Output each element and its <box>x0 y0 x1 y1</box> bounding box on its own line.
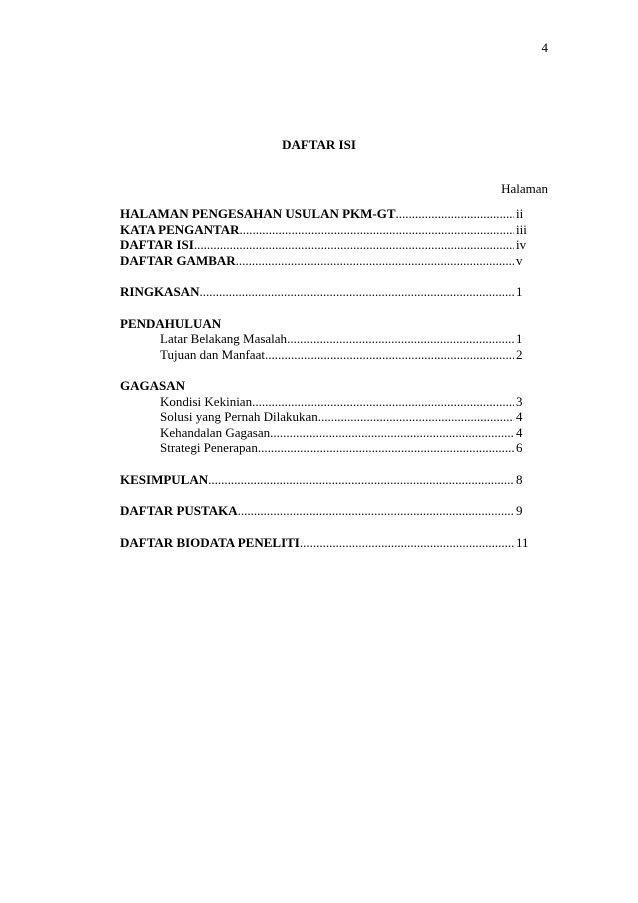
toc-entry-page: v <box>516 252 523 268</box>
daftar-pustaka-group <box>120 503 530 519</box>
toc-entry-label: Kehandalan Gagasan <box>160 424 271 440</box>
pendahuluan-group <box>120 316 530 363</box>
toc-entry-label: HALAMAN PENGESAHAN USULAN PKM-GT <box>120 206 396 221</box>
toc-entry[interactable] <box>120 331 530 347</box>
toc-entry-label: Strategi Penerapan <box>160 440 258 455</box>
daftar-biodata-group <box>120 535 530 551</box>
toc-entry-page: ii <box>516 206 524 221</box>
toc-entry-label: RINGKASAN <box>120 284 200 299</box>
dot-leader <box>258 440 514 456</box>
dot-leader <box>300 535 514 551</box>
dot-leader <box>238 503 514 519</box>
toc-entry[interactable] <box>120 409 530 425</box>
toc-entry-page: 4 <box>516 424 523 440</box>
toc-entry-label: KATA PENGANTAR <box>120 221 240 237</box>
section-heading: PENDAHULUAN <box>120 315 222 331</box>
ringkasan-group <box>120 284 530 300</box>
toc-entry-page: 11 <box>516 534 529 550</box>
dot-leader <box>318 409 514 425</box>
page-title: DAFTAR ISI <box>282 137 356 152</box>
toc-entry-label: Latar Belakang Masalah <box>160 331 288 346</box>
dot-leader <box>236 253 514 269</box>
toc-entry[interactable] <box>120 535 530 551</box>
toc-entry[interactable] <box>120 284 530 300</box>
toc-entry-page: 4 <box>516 409 523 424</box>
section-heading: GAGASAN <box>120 378 186 393</box>
toc-entry-page: 1 <box>516 284 523 299</box>
toc-entry-page: 2 <box>516 346 523 362</box>
toc-entry-page: 8 <box>516 471 523 487</box>
dot-leader <box>270 425 514 441</box>
toc-entry[interactable] <box>120 472 530 488</box>
toc-entry[interactable] <box>120 440 530 456</box>
toc-entry-page: 3 <box>516 393 523 409</box>
toc-entry[interactable] <box>120 222 530 238</box>
toc-entry-label: DAFTAR GAMBAR <box>120 252 236 268</box>
gagasan-group <box>120 378 530 456</box>
dot-leader <box>252 394 514 410</box>
toc-entry-page: 6 <box>516 440 523 455</box>
toc-entry-label: KESIMPULAN <box>120 471 209 487</box>
table-of-contents <box>120 206 530 566</box>
toc-entry[interactable] <box>120 425 530 441</box>
toc-entry-page: iv <box>516 237 527 252</box>
toc-entry[interactable] <box>120 237 530 253</box>
toc-entry[interactable] <box>120 347 530 363</box>
dot-leader <box>396 206 514 222</box>
toc-entry-label: DAFTAR PUSTAKA <box>120 503 238 518</box>
page-number: 4 <box>541 40 548 55</box>
toc-entry-label: Solusi yang Pernah Dilakukan <box>160 409 318 424</box>
dot-leader <box>194 237 514 253</box>
toc-entry[interactable] <box>120 503 530 519</box>
toc-entry-page: iii <box>516 221 527 237</box>
page-column-label: Halaman <box>501 181 548 196</box>
toc-entry[interactable] <box>120 206 530 222</box>
toc-entry-page: 9 <box>516 503 523 518</box>
toc-entry-label: Tujuan dan Manfaat <box>160 346 265 362</box>
dot-leader <box>240 222 514 238</box>
toc-entry-label: DAFTAR BIODATA PENELITI <box>120 534 300 550</box>
toc-entry-label: DAFTAR ISI <box>120 237 194 252</box>
toc-entry-label: Kondisi Kekinian <box>160 393 253 409</box>
dot-leader <box>287 331 514 347</box>
toc-entry[interactable] <box>120 253 530 269</box>
dot-leader <box>199 284 514 300</box>
dot-leader <box>208 472 514 488</box>
dot-leader <box>265 347 514 363</box>
toc-entry[interactable] <box>120 394 530 410</box>
front-matter-group <box>120 206 530 268</box>
kesimpulan-group <box>120 472 530 488</box>
toc-entry-page: 1 <box>516 331 523 346</box>
